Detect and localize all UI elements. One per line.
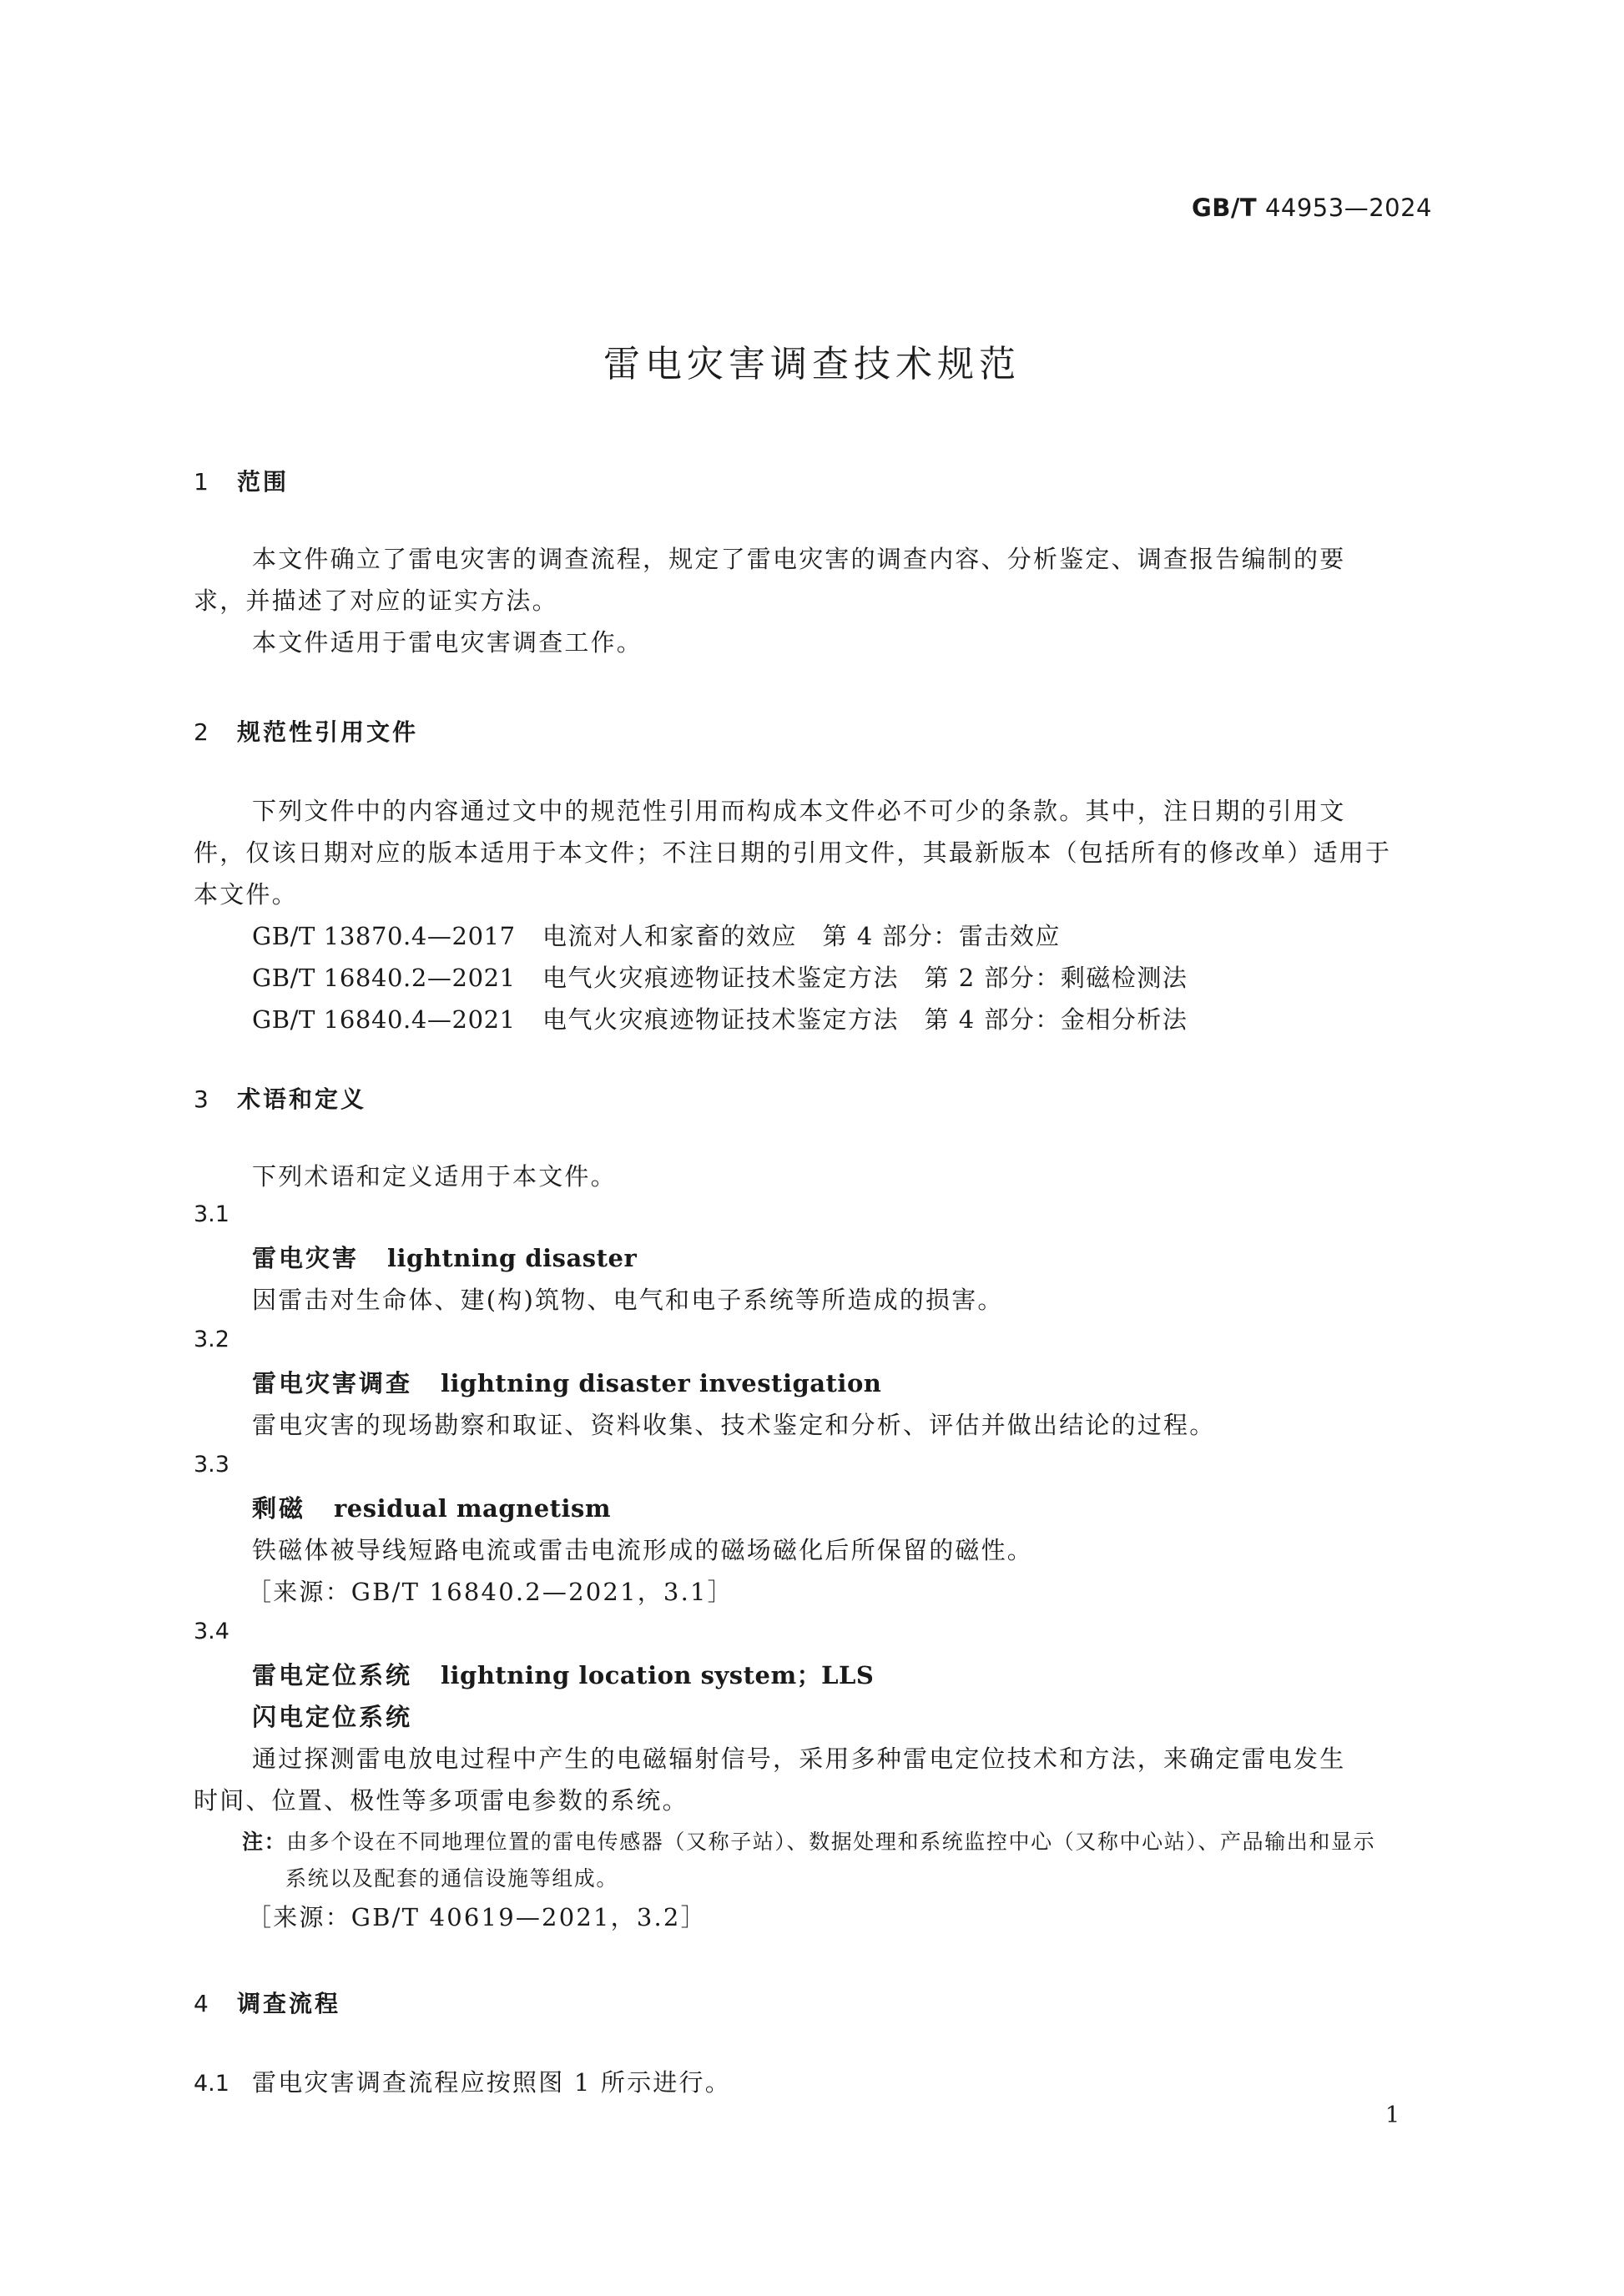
section-3-number: 3 <box>194 1085 209 1113</box>
term-number: 3.3 <box>194 1452 229 1478</box>
reference-title: 电流对人和家畜的效应 第 4 部分：雷击效应 <box>542 922 1061 950</box>
term-definition: 雷电灾害的现场勘察和取证、资料收集、技术鉴定和分析、评估并做出结论的过程。 <box>252 1411 1216 1439</box>
reference-title: 电气火灾痕迹物证技术鉴定方法 第 2 部分：剩磁检测法 <box>542 964 1188 992</box>
standard-code <box>1192 194 1432 222</box>
term-alternate <box>252 1699 441 1733</box>
section-3-title: 术语和定义 <box>237 1085 367 1113</box>
section-1-title: 范围 <box>237 468 290 496</box>
reference-title: 电气火灾痕迹物证技术鉴定方法 第 4 部分：金相分析法 <box>542 1005 1188 1034</box>
term-chinese: 雷电灾害 <box>252 1244 360 1272</box>
term-alternate-chinese: 闪电定位系统 <box>252 1703 413 1731</box>
reference-code: GB/T 16840.2—2021 <box>252 964 516 992</box>
term-note-label: 注： <box>242 1830 287 1854</box>
term-definition: 铁磁体被导线短路电流或雷击电流形成的磁场磁化后所保留的磁性。 <box>252 1536 1034 1564</box>
section-2-paragraph-line-1: 下列文件中的内容通过文中的规范性引用而构成本文件必不可少的条款。其中，注日期的引用文 <box>252 797 1346 825</box>
subclause-4-1 <box>194 2064 731 2098</box>
section-1-heading <box>194 464 289 497</box>
term-note-line-1 <box>242 1825 1375 1855</box>
section-1-paragraph-1-line-2: 求，并描述了对应的证实方法。 <box>194 587 558 615</box>
term-chinese: 雷电灾害调查 <box>252 1369 413 1397</box>
reference-row <box>252 1001 1188 1035</box>
reference-row <box>252 918 1061 952</box>
section-2-title: 规范性引用文件 <box>237 718 419 746</box>
term-source: ［来源：GB/T 40619—2021，3.2］ <box>247 1903 707 1931</box>
reference-row <box>252 959 1188 994</box>
reference-code: GB/T 16840.4—2021 <box>252 1005 516 1034</box>
subclause-text: 雷电灾害调查流程应按照图 1 所示进行。 <box>252 2068 731 2097</box>
term-english: lightning location system；LLS <box>441 1661 875 1689</box>
section-3-heading <box>194 1081 366 1115</box>
section-4-number: 4 <box>194 1990 209 2017</box>
section-4-title: 调查流程 <box>237 1990 341 2017</box>
term-source: ［来源：GB/T 16840.2—2021，3.1］ <box>247 1578 734 1606</box>
term-chinese: 剩磁 <box>252 1494 306 1523</box>
section-2-heading <box>194 714 418 748</box>
section-4-heading <box>194 1986 340 2019</box>
term-english: lightning disaster investigation <box>441 1369 882 1397</box>
document-title: 雷电灾害调查技术规范 <box>603 343 1021 385</box>
subclause-number: 4.1 <box>194 2071 229 2097</box>
section-1-paragraph-1-line-1: 本文件确立了雷电灾害的调查流程，规定了雷电灾害的调查内容、分析鉴定、调查报告编制的要 <box>252 545 1346 573</box>
term-number: 3.2 <box>194 1327 229 1352</box>
term-note-text: 由多个设在不同地理位置的雷电传感器（又称子站）、数据处理和系统监控中心（又称中心站）、产品输出和显示 <box>286 1830 1376 1854</box>
term-heading <box>252 1657 874 1691</box>
term-heading <box>252 1490 611 1524</box>
term-heading <box>252 1240 637 1274</box>
reference-code: GB/T 13870.4—2017 <box>252 922 516 950</box>
term-number: 3.4 <box>194 1619 229 1644</box>
section-1-paragraph-2: 本文件适用于雷电灾害调查工作。 <box>252 628 643 657</box>
term-definition-line-1: 通过探测雷电放电过程中产生的电磁辐射信号，采用多种雷电定位技术和方法，来确定雷电发生 <box>252 1745 1346 1773</box>
term-definition-line-2: 时间、位置、极性等多项雷电参数的系统。 <box>194 1786 688 1815</box>
section-2-number: 2 <box>194 718 209 746</box>
term-number: 3.1 <box>194 1201 229 1227</box>
section-3-intro: 下列术语和定义适用于本文件。 <box>252 1162 617 1191</box>
section-1-number: 1 <box>194 468 209 496</box>
section-2-paragraph-line-3: 本文件。 <box>194 880 298 909</box>
term-heading <box>252 1365 881 1399</box>
term-english: lightning disaster <box>387 1244 638 1272</box>
section-2-paragraph-line-2: 件，仅该日期对应的版本适用于本文件；不注日期的引用文件，其最新版本（包括所有的修改单）适用于 <box>194 838 1392 867</box>
term-note-line-2: 系统以及配套的通信设施等组成。 <box>285 1866 619 1891</box>
term-definition: 因雷击对生命体、建(构)筑物、电气和电子系统等所造成的损害。 <box>252 1286 1004 1314</box>
page-number: 1 <box>1385 2102 1400 2128</box>
standard-code-prefix: GB/T <box>1191 194 1258 222</box>
standard-code-number: 44953—2024 <box>1264 194 1432 222</box>
term-english: residual magnetism <box>334 1494 612 1523</box>
term-chinese: 雷电定位系统 <box>252 1661 413 1689</box>
